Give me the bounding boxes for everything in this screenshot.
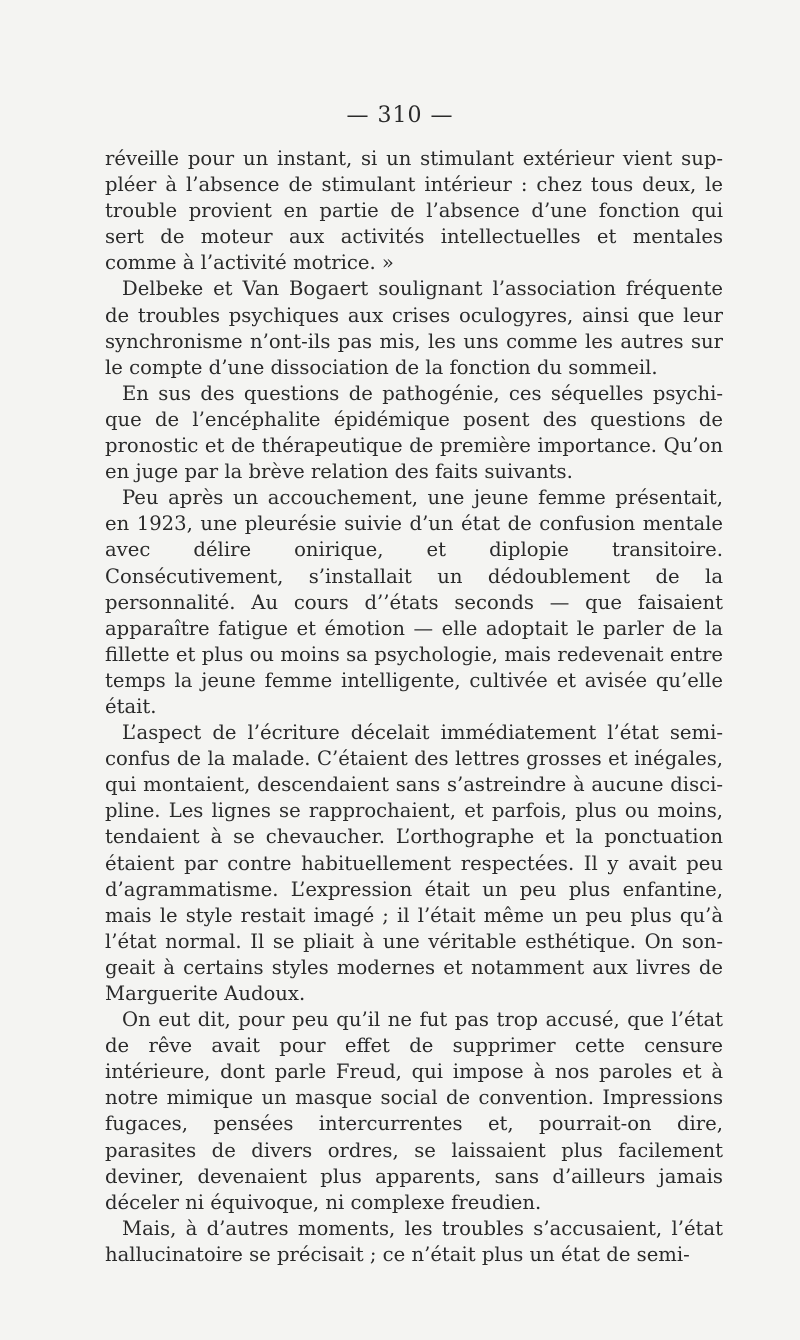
paragraph: L’aspect de l’écriture décelait immédiatement l’état semi-confus de la malade. C’étaient des lettres grosses et inégales, qui montaient, descendaient sans s’astreindre à aucune discipline. Les lignes se rapprochaient, et parfois, plus ou moins, tendaient à se chevaucher. L’orthographe et la ponctuation étaient par contre habituellement respectées. Il y avait peu d’agrammatisme. L’expression était un peu plus enfantine, mais le style restait imagé ; il l’était même un peu plus qu’à l’état normal. Il se pliait à une véritable esthétique. On songeait à certains styles modernes et notamment aux livres de Marguerite Audoux. [105, 721, 723, 1005]
page-number: — 310 — [346, 103, 454, 128]
paragraph: Delbeke et Van Bogaert soulignant l’association fréquente de troubles psychiques aux crises oculogyres, ainsi que leur synchronisme n’ont-ils pas mis, les uns comme les autres sur le compte d’une dissociation de la fonction du sommeil. [105, 277, 723, 379]
paragraph: Mais, à d’autres moments, les troubles s’accusaient, l’état hallucinatoire se précisait ; ce n’était plus un état de semi- [105, 1216, 723, 1266]
paragraph: Peu après un accouchement, une jeune femme présentait, en 1923, une pleurésie suivie d’un état de confusion mentale avec délire onirique, et diplopie transitoire. Consécutivement, s’installait un dédoublement de la personnalité. Au cours d’’états seconds — que faisaient apparaître fatigue et émotion — elle adoptait le parler de la fillette et plus ou moins sa psychologie, mais redevenait entre temps la jeune femme intelligente, cultivée et avisée qu’elle était. [105, 486, 723, 718]
paragraph: En sus des questions de pathogénie, ces séquelles psychique de l’encéphalite épidémique posent des questions de pronostic et de thérapeutique de première importance. Qu’on en juge par la brève relation des faits suivants. [105, 381, 723, 484]
paragraph: On eut dit, pour peu qu’il ne fut pas trop accusé, que l’état de rêve avait pour effet de supprimer cette censure intérieure, dont parle Freud, qui impose à nos paroles et à notre mimique un masque social de convention. Impressions fugaces, pensées intercurrentes et, pourrait-on dire, parasites de divers ordres, se laissaient plus facilement deviner, devenaient plus apparents, sans d’ailleurs jamais déceler ni équivoque, ni complexe freudien. [105, 1008, 723, 1214]
paragraph: réveille pour un instant, si un stimulant extérieur vient suppléer à l’absence de stimulant intérieur : chez tous deux, le trouble provient en partie de l’absence d’une fonction qui sert de moteur aux activités intellectuelles et mentales comme à l’activité motrice. » [105, 147, 723, 275]
body-text [105, 146, 723, 1268]
